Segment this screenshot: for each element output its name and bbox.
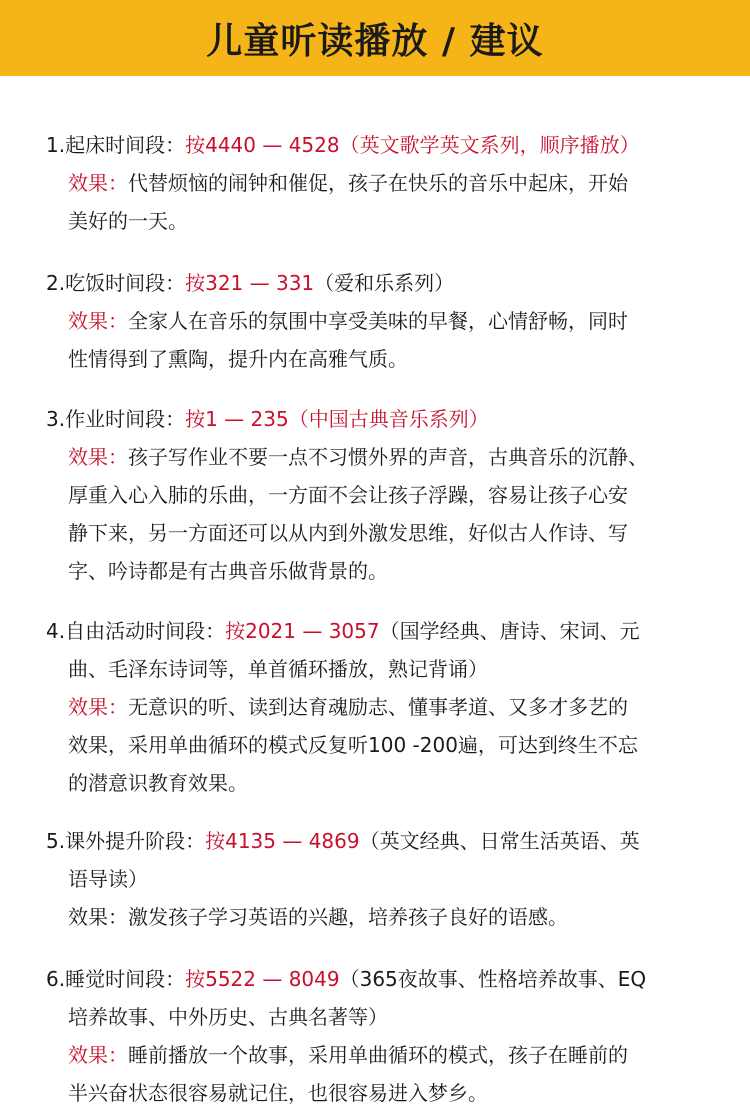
- item-heading: 课外提升阶段：: [65, 829, 206, 853]
- item-heading: 吃饭时间段：: [65, 271, 186, 295]
- item-effect-line: [0, 438, 750, 476]
- item-heading-line: [0, 960, 750, 998]
- list-item-homework: [0, 400, 750, 590]
- item-heading-line: [0, 264, 750, 302]
- item-heading-line: [0, 612, 750, 650]
- item-number: 1.: [46, 133, 66, 157]
- effect-label: 效果：: [68, 695, 128, 719]
- item-number: 6.: [46, 967, 66, 991]
- item-effect-line: 效果，采用单曲循环的模式反复听100 -200遍，可达到终生不忘: [68, 733, 638, 757]
- item-heading-line: [0, 822, 750, 860]
- effect-text: 睡前播放一个故事，采用单曲循环的模式，孩子在睡前的: [128, 1043, 628, 1067]
- effect-label: 效果：: [68, 905, 128, 929]
- item-heading: 睡觉时间段：: [65, 967, 186, 991]
- item-effect-line: [0, 688, 750, 726]
- item-heading-line: [0, 126, 750, 164]
- item-detail-continuation: 培养故事、中外历史、古典名著等）: [68, 1005, 388, 1029]
- list-item-extracurricular: [0, 822, 750, 936]
- item-effect-line: [0, 898, 750, 936]
- item-detail-continuation: 曲、毛泽东诗词等，单首循环播放，熟记背诵）: [68, 657, 488, 681]
- effect-text: 全家人在音乐的氛围中享受美味的早餐，心情舒畅，同时: [128, 309, 628, 333]
- item-effect-line: 半兴奋状态很容易就记住，也很容易进入梦乡。: [68, 1081, 488, 1105]
- title-banner: [0, 0, 750, 76]
- item-effect-line: 的潜意识教育效果。: [68, 771, 248, 795]
- effect-label: 效果：: [68, 1043, 128, 1067]
- effect-text: 代替烦恼的闹钟和催促，孩子在快乐的音乐中起床，开始: [128, 171, 628, 195]
- item-detail: （国学经典、唐诗、宋词、元: [379, 619, 640, 643]
- item-range: 按4440 — 4528（英文歌学英文系列，顺序播放）: [185, 133, 640, 157]
- item-range: 按4135 — 4869: [205, 829, 360, 853]
- item-number: 2.: [46, 271, 66, 295]
- effect-text: 孩子写作业不要一点不习惯外界的声音，古典音乐的沉静、: [128, 445, 648, 469]
- list-item-wake-up: [0, 126, 750, 240]
- item-number: 3.: [46, 407, 66, 431]
- item-detail: （365夜故事、性格培养故事、EQ: [339, 967, 647, 991]
- effect-label: 效果：: [68, 171, 128, 195]
- effect-text: 无意识的听、读到达育魂励志、懂事孝道、又多才多艺的: [128, 695, 628, 719]
- item-range: 按2021 — 3057: [225, 619, 380, 643]
- item-effect-line: 性情得到了熏陶，提升内在高雅气质。: [68, 347, 408, 371]
- item-heading: 自由活动时间段：: [65, 619, 226, 643]
- list-item-meal: [0, 264, 750, 378]
- item-detail: （爱和乐系列）: [314, 271, 455, 295]
- item-number: 4.: [46, 619, 66, 643]
- item-effect-line: [0, 302, 750, 340]
- effect-text: 激发孩子学习英语的兴趣，培养孩子良好的语感。: [128, 905, 568, 929]
- item-range: 按321 — 331: [185, 271, 315, 295]
- effect-label: 效果：: [68, 309, 128, 333]
- item-heading: 起床时间段：: [65, 133, 186, 157]
- item-effect-line: [0, 1036, 750, 1074]
- list-item-bedtime: [0, 960, 750, 1112]
- item-effect-line: 厚重入心入肺的乐曲，一方面不会让孩子浮躁，容易让孩子心安: [68, 483, 628, 507]
- item-heading: 作业时间段：: [65, 407, 186, 431]
- item-detail: （英文经典、日常生活英语、英: [359, 829, 640, 853]
- page-title: 儿童听读播放 / 建议: [206, 20, 544, 62]
- item-range: 按5522 — 8049: [185, 967, 340, 991]
- item-effect-line: 静下来，另一方面还可以从内到外激发思维，好似古人作诗、写: [68, 521, 628, 545]
- effect-label: 效果：: [68, 445, 128, 469]
- item-heading-line: [0, 400, 750, 438]
- item-number: 5.: [46, 829, 66, 853]
- item-effect-line: 字、吟诗都是有古典音乐做背景的。: [68, 559, 388, 583]
- item-effect-line: 美好的一天。: [68, 209, 188, 233]
- item-detail-continuation: 语导读）: [68, 867, 148, 891]
- item-range: 按1 — 235（中国古典音乐系列）: [185, 407, 489, 431]
- item-effect-line: [0, 164, 750, 202]
- list-item-free-activity: [0, 612, 750, 802]
